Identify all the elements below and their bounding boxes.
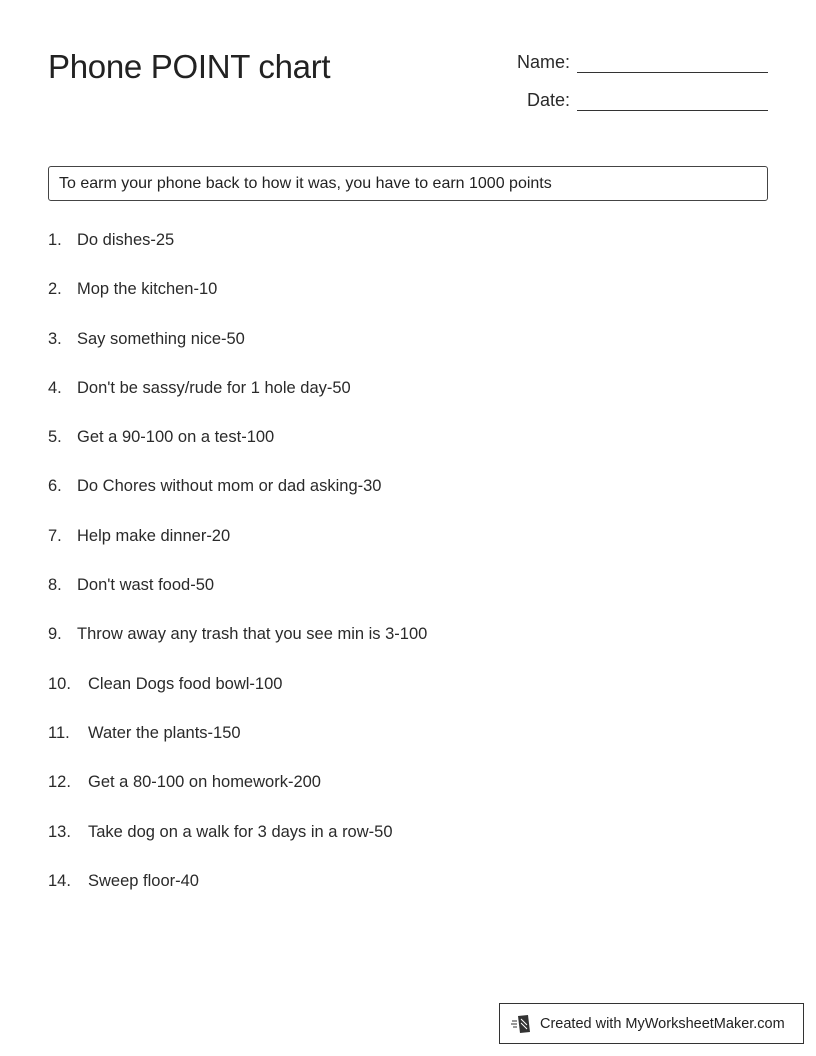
- list-item: [48, 773, 427, 822]
- item-number: 13.: [48, 822, 71, 841]
- date-label: Date:: [526, 90, 570, 110]
- points-list: [48, 231, 427, 921]
- name-label: Name:: [516, 52, 570, 72]
- item-number: 2.: [48, 280, 62, 299]
- list-item: [48, 872, 427, 921]
- item-text: Sweep floor-40: [88, 871, 199, 890]
- item-number: 7.: [48, 526, 62, 545]
- item-number: 11.: [48, 723, 70, 742]
- item-number: 14.: [48, 871, 71, 890]
- list-item: [48, 625, 427, 674]
- item-text: Throw away any trash that you see min is 3-100: [77, 625, 428, 644]
- list-item: [48, 231, 427, 280]
- item-text: Do dishes-25: [77, 231, 175, 249]
- list-item: [48, 576, 427, 625]
- item-text: Help make dinner-20: [77, 526, 231, 545]
- item-text: Water the plants-150: [88, 723, 241, 742]
- item-text: Do Chores without mom or dad asking-30: [77, 477, 382, 496]
- item-number: 5.: [48, 428, 62, 447]
- list-item: [48, 724, 427, 773]
- item-text: Don't wast food-50: [77, 576, 215, 595]
- list-item: [48, 379, 427, 428]
- list-item: [48, 280, 427, 329]
- date-field-row: [490, 90, 768, 111]
- list-item: [48, 330, 427, 379]
- item-number: 6.: [48, 477, 62, 496]
- item-text: Say something nice-50: [77, 329, 245, 348]
- date-field[interactable]: [577, 90, 768, 111]
- item-text: Clean Dogs food bowl-100: [88, 674, 283, 693]
- list-item: [48, 428, 427, 477]
- item-text: Don't be sassy/rude for 1 hole day-50: [77, 378, 351, 397]
- item-number: 10.: [48, 674, 71, 693]
- item-text: Get a 80-100 on homework-200: [88, 773, 321, 792]
- name-field-row: [490, 52, 768, 73]
- item-number: 4.: [48, 378, 62, 397]
- page-title: Phone POINT chart: [48, 48, 331, 85]
- item-text: Get a 90-100 on a test-100: [77, 428, 275, 447]
- item-number: 3.: [48, 329, 62, 348]
- list-item: [48, 527, 427, 576]
- item-number: 12.: [48, 773, 71, 792]
- item-text: Mop the kitchen-10: [77, 280, 218, 299]
- footer-credit[interactable]: [499, 1003, 804, 1044]
- list-item: [48, 823, 427, 872]
- worksheet-logo-icon: [511, 1013, 533, 1035]
- item-text: Take dog on a walk for 3 days in a row-50: [88, 822, 393, 841]
- instructions-box: To earm your phone back to how it was, you have to earn 1000 points: [48, 166, 768, 201]
- footer-text: Created with MyWorksheetMaker.com: [540, 1015, 785, 1032]
- list-item: [48, 675, 427, 724]
- list-item: [48, 477, 427, 526]
- item-number: 8.: [48, 576, 62, 595]
- name-field[interactable]: [577, 52, 768, 73]
- item-number: 9.: [48, 625, 62, 644]
- item-number: 1.: [48, 231, 62, 249]
